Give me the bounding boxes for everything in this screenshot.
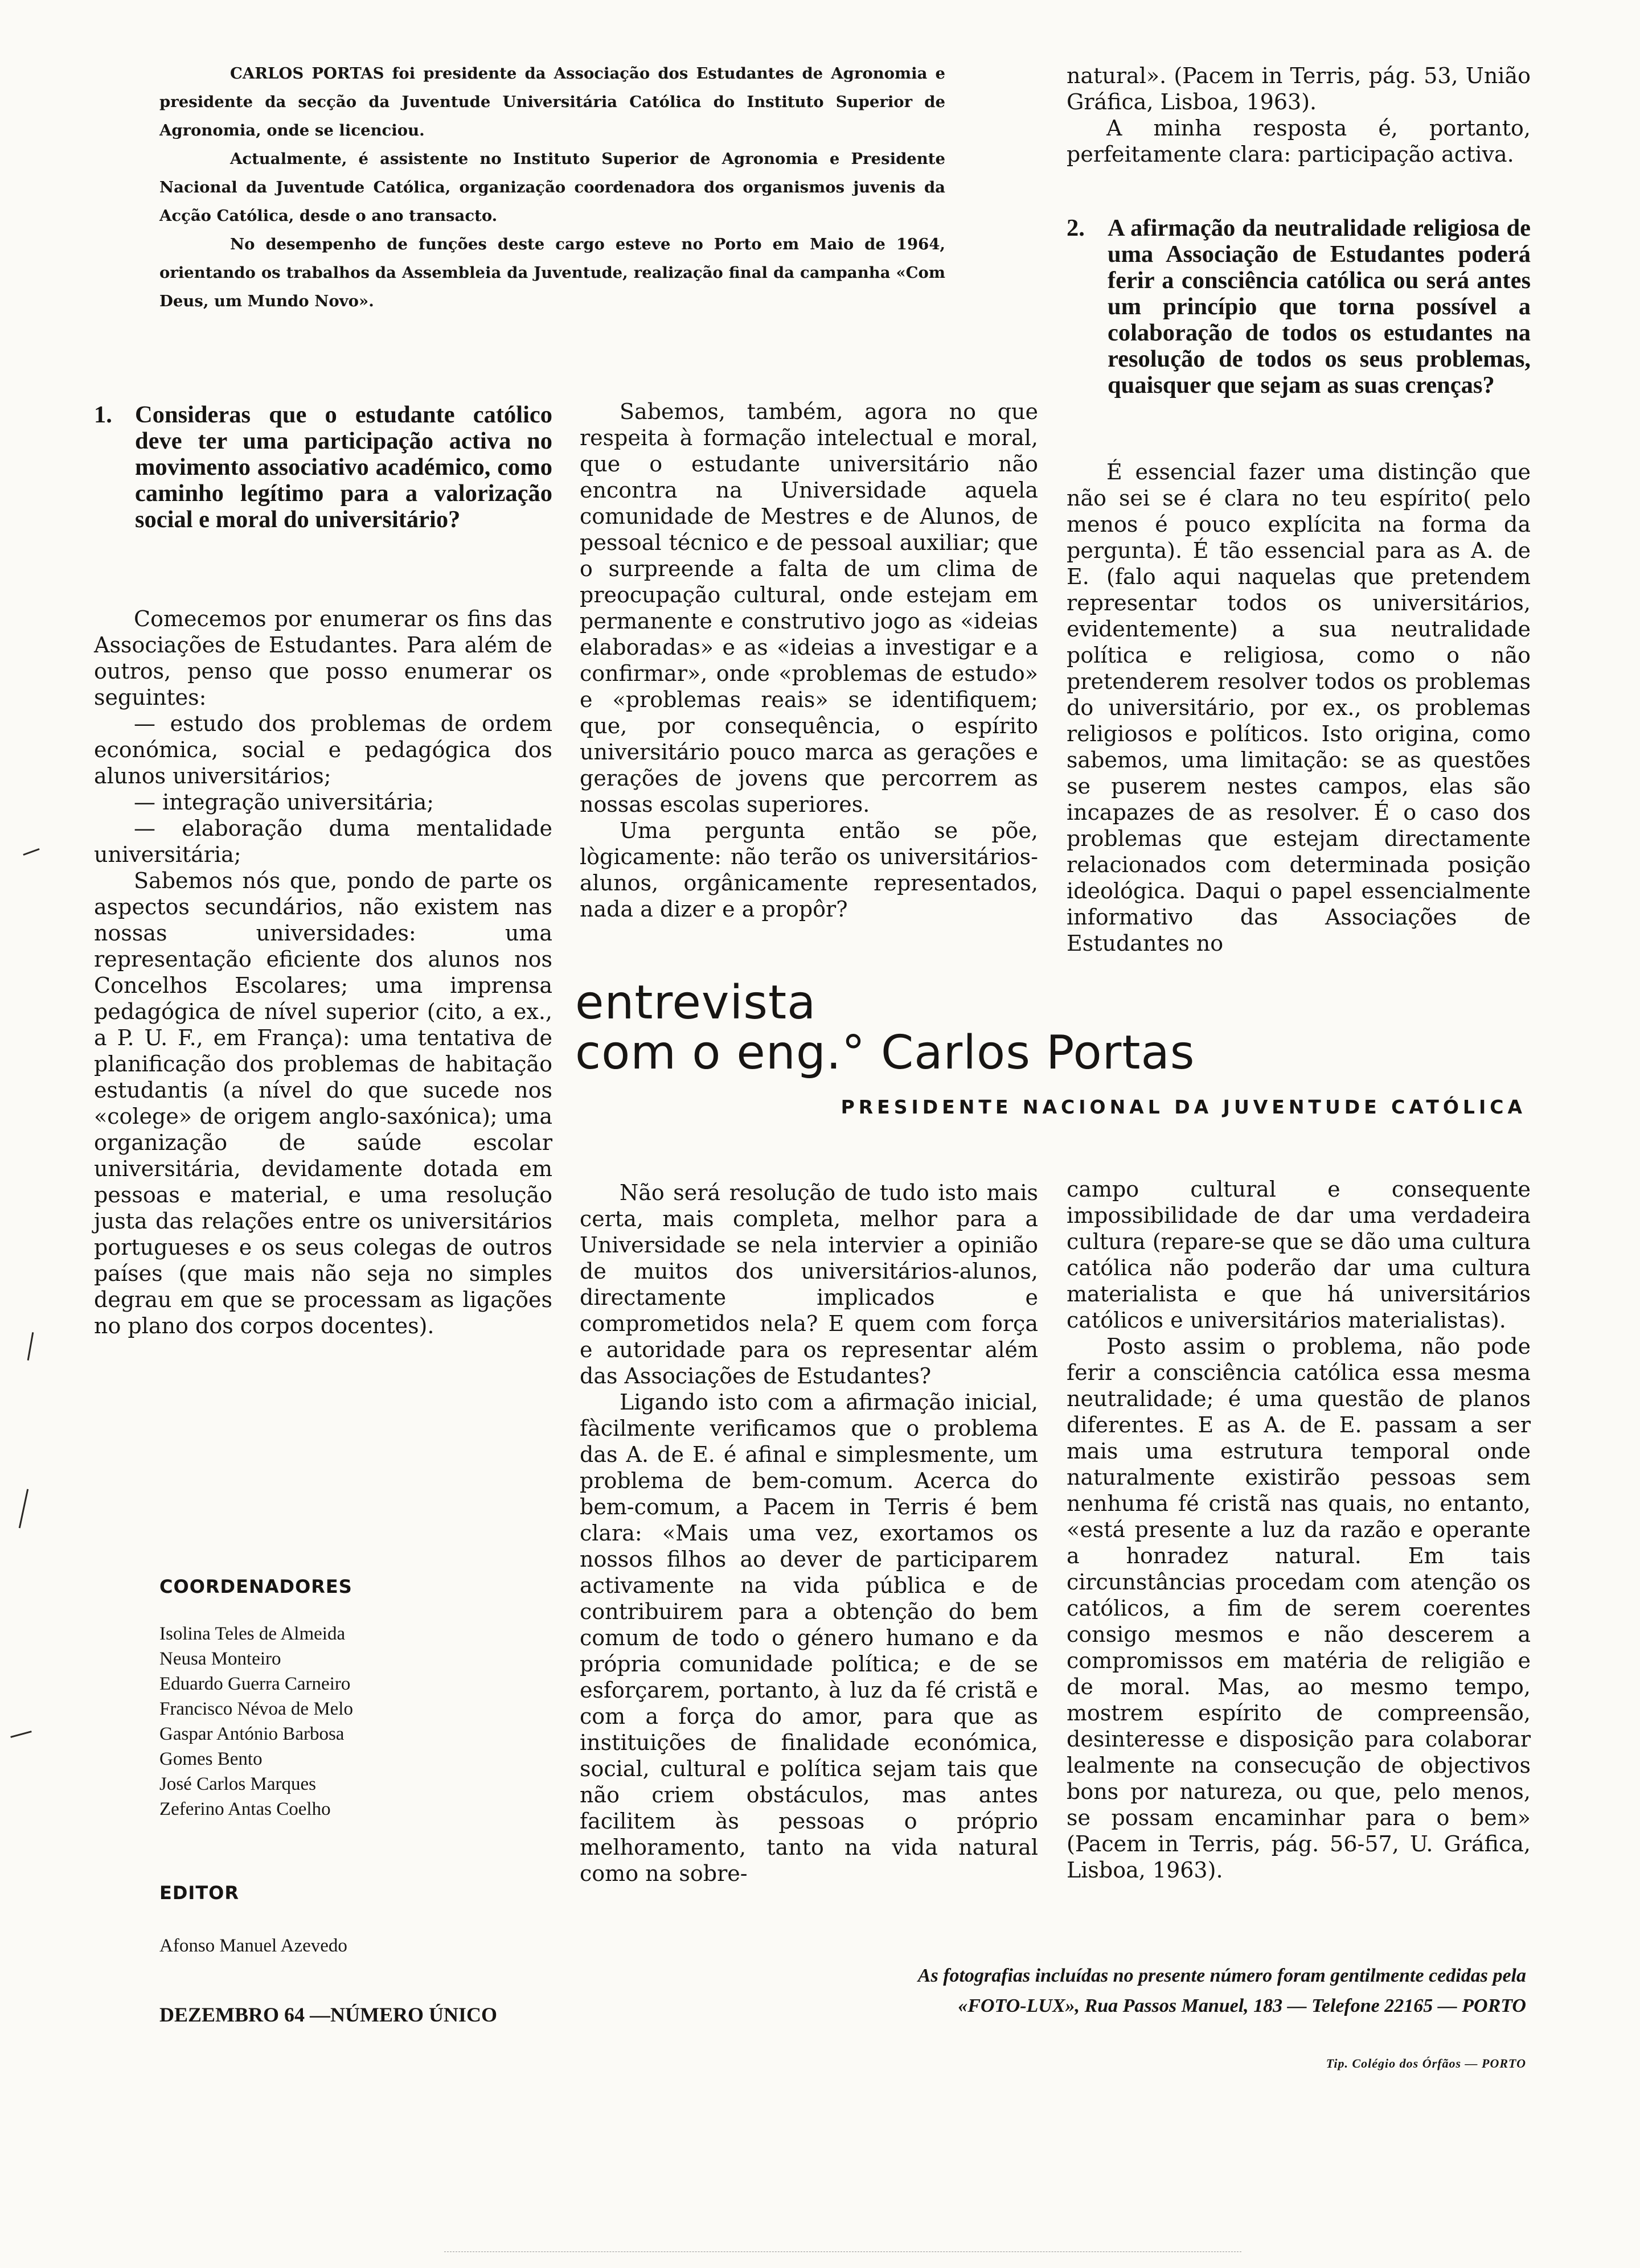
column-1 [94,606,552,1339]
scan-edge-line [444,2251,1241,2253]
list-item: — estudo dos problemas de ordem económica, social e pedagógica dos alunos universitários; [94,711,552,788]
paragraph: natural». (Pacem in Terris, pág. 53, União Gráfica, Lisboa, 1963). [1067,63,1531,114]
coordinators-list [159,1621,353,1822]
list-item: Isolina Teles de Almeida [159,1624,346,1644]
photo-credit-line-2: «FOTO-LUX», Rua Passos Manuel, 183 — Telefone 22165 — PORTO [958,1995,1526,2016]
headline-line-1: entrevista [575,976,817,1030]
list-item: Gomes Bento [159,1749,263,1769]
column-3-middle [1067,459,1531,956]
bio-paragraph: No desempenho de funções deste cargo esteve no Porto em Maio de 1964, orientando os trabalhos da Assembleia da Juventude, realização final da campanha «Com Deus, um Mundo Novo». [159,235,945,310]
paragraph: Uma pergunta então se põe, lògicamente: não terão os universitários-alunos, orgânicamente representados, nada a dizer e a propôr? [580,818,1038,922]
list-item: — elaboração duma mentalidade universitária; [94,816,552,867]
paragraph: Posto assim o problema, não pode ferir a consciência católica essa mesma neutralidade; é uma questão de planos diferentes. E as A. de E. passam a ser mais uma estrutura temporal onde naturalmente existirão pessoas sem nenhuma fé cristã nas quais, no entanto, «está presente a luz da razão e operante a honradez natural. Em tais circunstâncias procedam com atenção os católicos, a fim de serem coerentes consigo mesmos e não descerem a compromissos em matéria de religião e de moral. Mas, ao mesmo tempo, mostrem espírito de compreensão, desinteresse e disposição para colaborar lealmente na consecução de objectivos bons por natureza, ou que, pelo menos, se possam encaminhar para o bem» (Pacem in Terris, pág. 56-57, U. Gráfica, Lisboa, 1963). [1067,1334,1531,1883]
paragraph: Ligando isto com a afirmação inicial, fàcilmente verificamos que o problema das A. de E. é afinal e simplesmente, um problema de bem-comum. Acerca do bem-comum, a Pacem in Terris é bem clara: «Mais uma vez, exortamos os nossos filhos ao dever de participarem activamente na vida pública e de contribuirem para a obtenção do bem comum de todo o género humano e da própria comunidade política; e de se esforçarem, portanto, à luz da fé cristã e com a força do amor, para que as instituições de finalidade económica, social, cultural e política sejam tais que não criem obstáculos, mas antes facilitem às pessoas o próprio melhoramento, tanto na vida natural como na sobre- [580,1390,1038,1886]
photo-credit-line-1: As fotografias incluídas no presente número foram gentilmente cedidas pela [917,1965,1526,1986]
question-1 [94,402,552,533]
question-text: A afirmação da neutralidade religiosa de uma Associação de Estudantes poderá ferir a consciência católica ou será antes um princípio que torna possível a colaboração de todos os estudantes na resolução de todos os seus problemas, quaisquer que sejam as suas crenças? [1108,215,1531,398]
coordinators-heading: COORDENADORES [159,1576,352,1597]
author-bio [159,59,945,315]
paragraph: Sabemos, também, agora no que respeita à formação intelectual e moral, que o estudante universitário não encontra na Universidade aquela comunidade de Mestres e de Alunos, de pessoal técnico e de pessoal auxiliar; que o surpreende a falta de um clima de preocupação cultural, onde estejam em permanente e construtivo jogo as «ideias elaboradas» e as «ideias a investigar e a confirmar», onde «problemas de estudo» e «problemas reais» se identifiquem; que, por consequência, o espírito universitário pouco marca as gerações e gerações de jovens que percorrem as nossas escolas superiores. [580,399,1038,817]
column-3-top [1067,63,1531,167]
printer-credit: Tip. Colégio dos Órfãos — PORTO [1326,2056,1526,2070]
headline-subtitle: PRESIDENTE NACIONAL DA JUVENTUDE CATÓLICA [840,1096,1526,1118]
issue-line: DEZEMBRO 64 —NÚMERO ÚNICO [159,2003,498,2026]
list-item: Gaspar António Barbosa [159,1724,345,1744]
headline-line-2: com o eng.° Carlos Portas [575,1026,1195,1080]
column-3-bottom [1067,1176,1531,1883]
paragraph: Não será resolução de tudo isto mais certa, mais completa, melhor para a Universidade se nela intervier a opinião de muitos dos universitários-alunos, directamente implicados e comprometidos nela? E quem com força e autoridade para os representar além das Associações de Estudantes? [580,1180,1038,1388]
paragraph: Comecemos por enumerar os fins das Associações de Estudantes. Para além de outros, penso que posso enumerar os seguintes: [94,606,552,710]
scan-mark [10,1731,31,1738]
list-item: Afonso Manuel Azevedo [159,1936,347,1956]
list-item: Neusa Monteiro [159,1649,281,1669]
question-text: Consideras que o estudante católico deve ter uma participação activa no movimento associativo académico, como caminho legítimo para a valorização social e moral do universitário? [135,401,552,533]
editor-heading: EDITOR [159,1882,239,1904]
column-2-bottom [580,1180,1038,1887]
scan-mark [23,848,39,856]
list-item: Francisco Névoa de Melo [159,1699,353,1719]
list-item: Zeferino Antas Coelho [159,1799,331,1819]
editor-name [159,1933,347,1958]
question-number: 2. [1067,215,1085,241]
paragraph: É essencial fazer uma distinção que não sei se é clara no teu espírito( pelo menos é pouco explícita na forma da pergunta). É tão essencial para as A. de E. (falo aqui naquelas que pretendem representar todos os universitários, evidentemente) a sua neutralidade política e religiosa, como o não pretenderem resolver todos os problemas do universitário, por ex., os problemas religiosos e políticos. Isto origina, como sabemos, uma limitação: se as questões se puserem nestes campos, elas são incapazes de as resolver. É o caso dos problemas que estejam directamente relacionados com determinada posição ideológica. Daqui o papel essencialmente informativo das Associações de Estudantes no [1067,459,1531,956]
list-item: Eduardo Guerra Carneiro [159,1674,351,1694]
bio-paragraph: CARLOS PORTAS foi presidente da Associação dos Estudantes de Agronomia e presidente da secção da Juventude Universitária Católica do Instituto Superior de Agronomia, onde se licenciou. [159,64,945,139]
paragraph: campo cultural e consequente impossibilidade de dar uma verdadeira cultura (repare-se que se dão uma cultura católica não poderão dar uma cultura materialista e que há universitários católicos e universitários materialistas). [1067,1177,1531,1333]
question-2 [1067,215,1531,398]
question-number: 1. [94,401,112,428]
paragraph: A minha resposta é, portanto, perfeitamente clara: participação activa. [1067,116,1531,167]
scan-mark [19,1489,28,1528]
scan-mark [27,1332,34,1361]
column-2-top [580,398,1038,922]
paragraph: Sabemos nós que, pondo de parte os aspectos secundários, não existem nas nossas universidades: uma representação eficiente dos alunos nos Concelhos Escolares; uma imprensa pedagógica de nível superior (cito, a ex., a P. U. F., em França): uma tentativa de planificação dos problemas de habitação estudantis (a nível do que sucede nos «colege» de origem anglo-saxónica); uma organização de saúde escolar universitária, devidamente dotada em pessoas e material, e uma resolução justa das relações entre os universitários portugueses e os seus colegas de outros países (que mais não seja no simples degrau em que se processam as ligações no plano dos corpos docentes). [94,868,552,1338]
bio-paragraph: Actualmente, é assistente no Instituto Superior de Agronomia e Presidente Nacional da Juventude Católica, organização coordenadora dos organismos juvenis da Acção Católica, desde o ano transacto. [159,150,945,225]
list-item: José Carlos Marques [159,1774,316,1794]
list-item: — integração universitária; [134,790,434,815]
